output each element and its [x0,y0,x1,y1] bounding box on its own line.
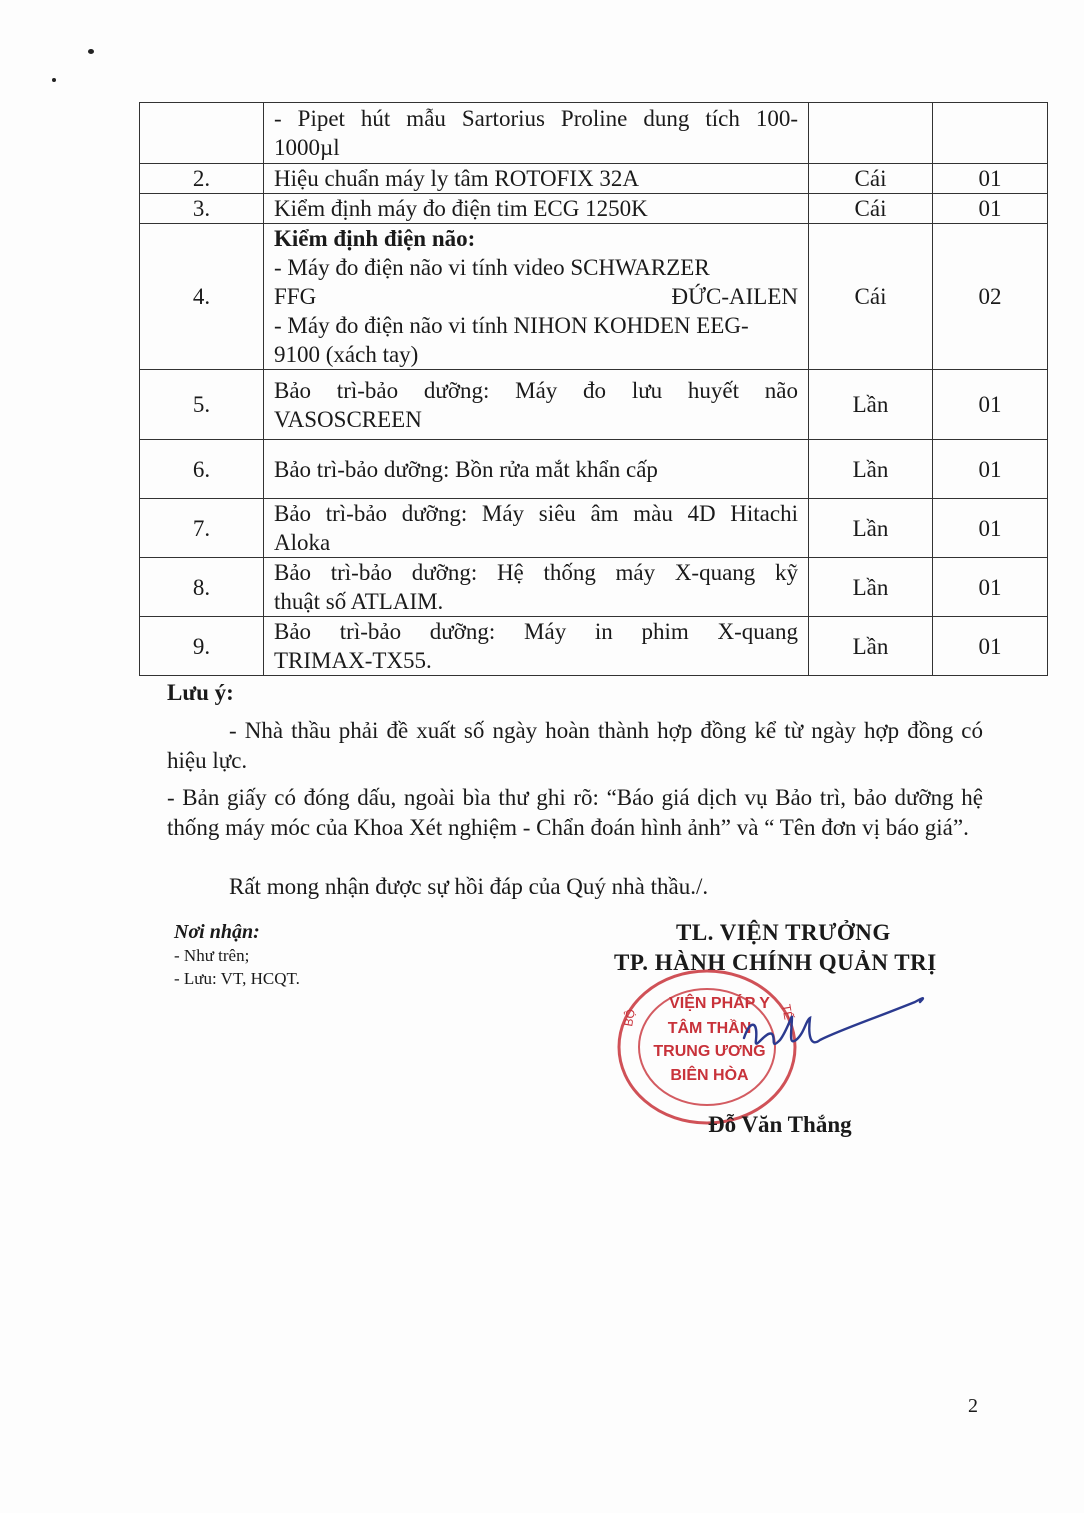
note-paragraph-1: - Nhà thầu phải đề xuất số ngày hoàn thành hợp đồng kể từ ngày hợp đồng có hiệu lực. [167,718,983,773]
cell-unit: Lần [809,617,933,676]
cell-description [264,164,809,194]
description-line: - Pipet hút mẫu Sartorius Proline dung tích 100- [274,106,798,131]
description-line: Kiểm định máy đo điện tim ECG 1250K [274,196,648,221]
cell-stt: 3. [140,194,264,224]
cell-unit: Cái [809,224,933,370]
cell-quantity: 02 [933,224,1048,370]
description-title: Kiểm định điện não: [274,226,476,251]
description-line: thuật số ATLAIM. [274,589,444,614]
table-row [140,617,1048,676]
description-line: 1000µl [274,135,340,160]
description-line: Bảo trì-bảo dưỡng: Máy siêu âm màu 4D Hitachi [274,501,798,526]
note-paragraph-2: - Bản giấy có đóng dấu, ngoài bìa thư ghi rõ: “Báo giá dịch vụ Bảo trì, bảo dưỡng hệ thống máy móc của Khoa Xét nghiệm - Chẩn đoán hình ảnh” và “ Tên đơn vị báo giá”. [167,785,983,840]
table-row [140,440,1048,499]
description-line: VASOSCREEN [274,406,422,432]
cell-unit: Lần [809,499,933,558]
signer-department: TP. HÀNH CHÍNH QUẢN TRỊ [614,950,937,975]
cell-description [264,194,809,224]
cell-unit: Lần [809,370,933,440]
cell-quantity: 01 [933,617,1048,676]
table-row [140,499,1048,558]
table-row [140,164,1048,194]
table-row [140,370,1048,440]
cell-quantity [933,103,1048,164]
cell-unit [809,103,933,164]
cell-unit: Cái [809,194,933,224]
table-row [140,103,1048,164]
signer-title: TL. VIỆN TRƯỞNG [676,920,891,945]
description-line: Hiệu chuẩn máy ly tâm ROTOFIX 32A [274,166,639,191]
cell-quantity: 01 [933,558,1048,617]
cell-description [264,558,809,617]
cell-quantity: 01 [933,370,1048,440]
note-title: Lưu ý: [167,680,234,705]
note-paragraph-3: Rất mong nhận được sự hồi đáp của Quý nhà thầu./. [229,874,709,899]
table-row [140,194,1048,224]
description-line: Bảo trì-bảo dưỡng: Hệ thống máy X-quang kỹ [274,560,798,585]
stamp-line: VIỆN PHÁP Y [669,995,770,1012]
description-line: - Máy đo điện não vi tính NIHON KOHDEN EEG- [274,313,749,338]
recipients-title: Nơi nhận: [174,921,260,943]
recipient-line: - Như trên; [174,946,250,965]
description-line: 9100 (xách tay) [274,342,419,367]
description-line: - Máy đo điện não vi tính video SCHWARZER [274,255,710,280]
table-row [140,558,1048,617]
stamp-ring-left: BỘ [621,1008,638,1028]
table-row [140,224,1048,370]
description-line: TRIMAX-TX55. [274,648,432,673]
cell-quantity: 01 [933,499,1048,558]
cell-unit: Lần [809,558,933,617]
cell-quantity: 01 [933,440,1048,499]
description-line: Bảo trì-bảo dưỡng: Máy đo lưu huyết não [274,377,798,403]
signer-name: Đỗ Văn Thắng [708,1112,852,1137]
cell-stt: 7. [140,499,264,558]
scan-speck [52,78,56,82]
description-line: Bảo trì-bảo dưỡng: Máy in phim X-quang [274,619,798,644]
cell-stt: 5. [140,370,264,440]
cell-description [264,370,809,440]
description-line: Bảo trì-bảo dưỡng: Bồn rửa mắt khẩn cấp [274,456,658,482]
description-line: Aloka [274,530,331,555]
cell-unit: Lần [809,440,933,499]
cell-description [264,103,809,164]
description-line: FFG ĐỨC-AILEN [274,284,798,309]
cell-stt: 9. [140,617,264,676]
stamp-line: BIÊN HÒA [670,1067,749,1084]
cell-stt: 2. [140,164,264,194]
page-number: 2 [968,1395,978,1417]
cell-description [264,499,809,558]
cell-quantity: 01 [933,164,1048,194]
cell-description [264,224,809,370]
service-table [139,102,1048,676]
cell-stt: 8. [140,558,264,617]
recipient-line: - Lưu: VT, HCQT. [174,969,300,988]
cell-stt: 6. [140,440,264,499]
cell-unit: Cái [809,164,933,194]
scan-speck [88,49,94,54]
stamp-line: TÂM THẦN [667,1020,752,1037]
cell-description [264,617,809,676]
cell-stt [140,103,264,164]
handwritten-signature [700,990,940,1070]
stamp-ring-right: TẾ [779,1003,796,1021]
stamp-line: TRUNG ƯƠNG [653,1043,766,1060]
cell-stt: 4. [140,224,264,370]
cell-quantity: 01 [933,194,1048,224]
cell-description [264,440,809,499]
